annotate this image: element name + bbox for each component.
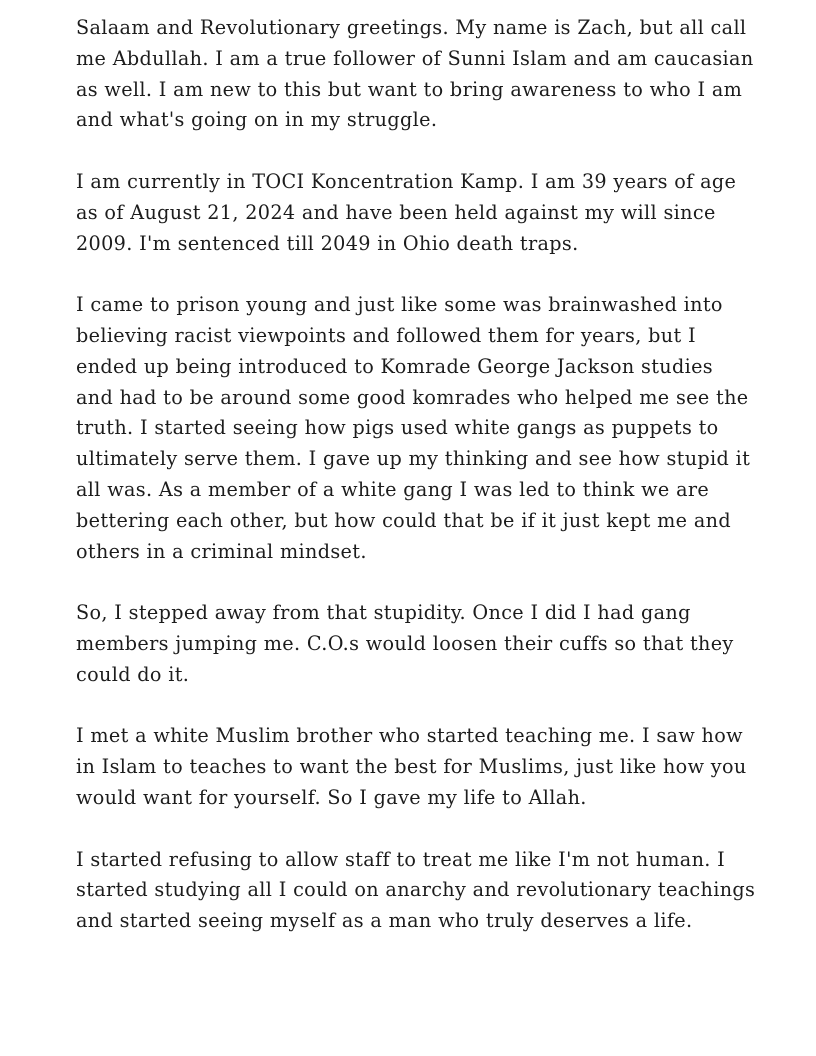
paragraph-greeting: Salaam and Revolutionary greetings. My name is Zach, but all call me Abdullah. I am a true follower of Sunni Islam and am caucasian as well. I am new to this but want to bring awareness to who I am and what's going on in my struggle. — [76, 16, 754, 132]
paragraph-refusing: I started refusing to allow staff to treat me like I'm not human. I started studying all I could on anarchy and revolutionary teachings and started seeing myself as a man who truly deserves a life. — [76, 847, 756, 933]
paragraph-muslim-brother: I met a white Muslim brother who started teaching me. I saw how in Islam to teaches to want the best for Muslims, just like how you would want for yourself. So I gave my life to Allah. — [76, 724, 747, 809]
paragraph-prison-history: I came to prison young and just like some was brainwashed into believing racist viewpoints and followed them for years, but I ended up being introduced to Komrade George Jackson studies and had to be around some good komrades who helped me see the truth. I started seeing how pigs used white gangs as puppets to ultimately serve them. I gave up my thinking and see how stupid it all was. As a member of a white gang I was led to think we are bettering each other, but how could that be if it just kept me and others in a criminal mindset. — [76, 293, 751, 563]
document-body — [76, 13, 756, 937]
paragraph-incarceration: I am currently in TOCI Koncentration Kamp. I am 39 years of age as of August 21, 2024 and have been held against my will since 2009. I'm sentenced till 2049 in Ohio death traps. — [76, 169, 737, 255]
paragraph-stepped-away: So, I stepped away from that stupidity. Once I did I had gang members jumping me. C.O.s would loosen their cuffs so that they could do it. — [76, 601, 734, 686]
